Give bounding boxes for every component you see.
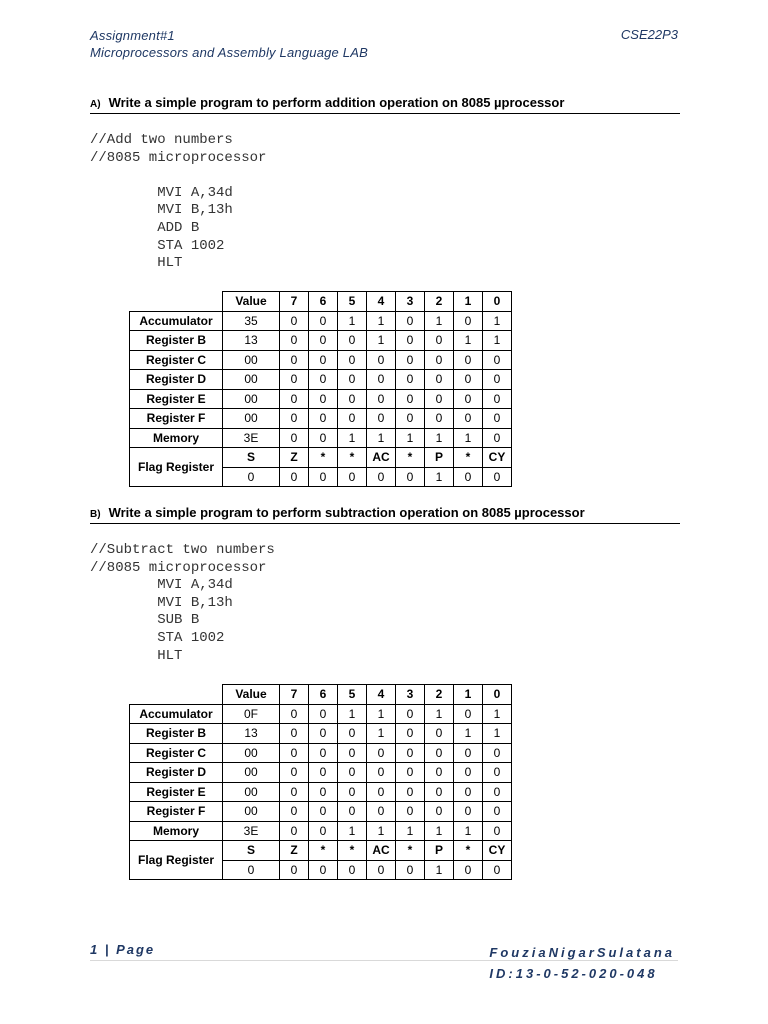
table-row <box>130 389 512 409</box>
course-name: Microprocessors and Assembly Language LAB <box>90 45 368 60</box>
table-row <box>130 350 512 370</box>
bit-cell: 1 <box>483 311 512 331</box>
register-value: 3E <box>223 428 280 448</box>
bit-cell: 0 <box>454 704 483 724</box>
flag-label: CY <box>483 841 512 861</box>
section-b-register-table <box>129 684 512 880</box>
flag-value: 1 <box>425 467 454 487</box>
register-name: Register B <box>130 331 223 351</box>
register-name: Register F <box>130 409 223 429</box>
bit-cell: 1 <box>454 724 483 744</box>
register-value: 13 <box>223 331 280 351</box>
bit-cell: 0 <box>483 743 512 763</box>
bit-cell: 0 <box>280 782 309 802</box>
register-name: Register D <box>130 763 223 783</box>
bit-cell: 0 <box>309 802 338 822</box>
flag-label-row <box>130 841 512 861</box>
bit-cell: 0 <box>309 389 338 409</box>
bit-cell: 0 <box>367 763 396 783</box>
flag-value: 1 <box>425 860 454 880</box>
flag-label: * <box>338 448 367 468</box>
bit-cell: 0 <box>280 311 309 331</box>
bit-cell: 0 <box>338 389 367 409</box>
column-header: 0 <box>483 292 512 312</box>
bit-cell: 0 <box>367 389 396 409</box>
course-code: CSE22P3 <box>620 27 678 42</box>
bit-cell: 0 <box>454 802 483 822</box>
column-header: 4 <box>367 685 396 705</box>
bit-cell: 1 <box>483 724 512 744</box>
bit-cell: 0 <box>454 782 483 802</box>
section-b-letter: B) <box>90 509 101 520</box>
bit-cell: 1 <box>367 724 396 744</box>
column-header: 1 <box>454 685 483 705</box>
column-header: 1 <box>454 292 483 312</box>
flag-register-name: Flag Register <box>130 841 223 880</box>
header-corner <box>130 292 223 312</box>
flag-value: 0 <box>454 860 483 880</box>
bit-cell: 0 <box>483 370 512 390</box>
assignment-title: Assignment#1 <box>90 28 175 43</box>
register-value: 00 <box>223 409 280 429</box>
section-a-title: Write a simple program to perform addition operation on 8085 µprocessor <box>108 95 565 110</box>
bit-cell: 1 <box>425 311 454 331</box>
bit-cell: 0 <box>396 763 425 783</box>
column-header: Value <box>223 292 280 312</box>
column-header: 2 <box>425 292 454 312</box>
bit-cell: 0 <box>338 743 367 763</box>
bit-cell: 0 <box>338 724 367 744</box>
bit-cell: 1 <box>338 311 367 331</box>
header-corner <box>130 685 223 705</box>
flag-label: * <box>309 841 338 861</box>
flag-value: 0 <box>367 860 396 880</box>
bit-cell: 0 <box>396 370 425 390</box>
bit-cell: 0 <box>425 331 454 351</box>
bit-cell: 1 <box>367 821 396 841</box>
bit-cell: 0 <box>280 704 309 724</box>
table-row <box>130 802 512 822</box>
bit-cell: 0 <box>280 802 309 822</box>
bit-cell: 0 <box>338 782 367 802</box>
flag-label: S <box>223 841 280 861</box>
footer-author-block <box>489 942 675 984</box>
register-name: Register B <box>130 724 223 744</box>
bit-cell: 0 <box>483 428 512 448</box>
table-row <box>130 704 512 724</box>
bit-cell: 0 <box>396 743 425 763</box>
bit-cell: 0 <box>425 782 454 802</box>
bit-cell: 0 <box>309 782 338 802</box>
bit-cell: 1 <box>454 428 483 448</box>
bit-cell: 0 <box>396 782 425 802</box>
bit-cell: 1 <box>396 821 425 841</box>
bit-cell: 0 <box>454 409 483 429</box>
bit-cell: 0 <box>309 409 338 429</box>
register-name: Register C <box>130 743 223 763</box>
flag-value: 0 <box>309 467 338 487</box>
register-name: Memory <box>130 821 223 841</box>
flag-label: P <box>425 448 454 468</box>
bit-cell: 0 <box>309 743 338 763</box>
register-value: 3E <box>223 821 280 841</box>
section-b-title: Write a simple program to perform subtraction operation on 8085 µprocessor <box>108 505 585 520</box>
bit-cell: 0 <box>454 350 483 370</box>
table-row <box>130 763 512 783</box>
bit-cell: 0 <box>338 350 367 370</box>
bit-cell: 0 <box>425 763 454 783</box>
bit-cell: 1 <box>338 704 367 724</box>
register-value: 00 <box>223 370 280 390</box>
bit-cell: 0 <box>483 821 512 841</box>
bit-cell: 0 <box>483 389 512 409</box>
bit-cell: 0 <box>280 763 309 783</box>
flag-value: 0 <box>338 467 367 487</box>
column-header: 2 <box>425 685 454 705</box>
bit-cell: 0 <box>280 370 309 390</box>
register-value: 00 <box>223 782 280 802</box>
flag-label: * <box>454 841 483 861</box>
page-header <box>90 27 368 61</box>
bit-cell: 0 <box>367 782 396 802</box>
flag-label: Z <box>280 841 309 861</box>
flag-value: 0 <box>483 467 512 487</box>
flag-label: AC <box>367 448 396 468</box>
bit-cell: 0 <box>309 331 338 351</box>
bit-cell: 0 <box>396 389 425 409</box>
register-value: 00 <box>223 350 280 370</box>
bit-cell: 1 <box>338 821 367 841</box>
table-header-row <box>130 292 512 312</box>
column-header: Value <box>223 685 280 705</box>
register-name: Register E <box>130 389 223 409</box>
section-b-heading <box>90 505 680 524</box>
bit-cell: 0 <box>280 743 309 763</box>
bit-cell: 1 <box>367 428 396 448</box>
bit-cell: 0 <box>483 350 512 370</box>
bit-cell: 0 <box>367 743 396 763</box>
register-name: Register C <box>130 350 223 370</box>
bit-cell: 1 <box>425 428 454 448</box>
flag-value: 0 <box>483 860 512 880</box>
register-value: 00 <box>223 763 280 783</box>
flag-label: CY <box>483 448 512 468</box>
flag-label: Z <box>280 448 309 468</box>
flag-value: 0 <box>223 860 280 880</box>
bit-cell: 0 <box>338 409 367 429</box>
bit-cell: 1 <box>454 331 483 351</box>
column-header: 5 <box>338 685 367 705</box>
bit-cell: 0 <box>367 370 396 390</box>
column-header: 7 <box>280 292 309 312</box>
flag-label: * <box>396 448 425 468</box>
bit-cell: 0 <box>454 311 483 331</box>
section-a-code: //Add two numbers //8085 microprocessor MVI A,34d MVI B,13h ADD B STA 1002 HLT <box>90 132 267 272</box>
bit-cell: 0 <box>280 389 309 409</box>
table-row <box>130 370 512 390</box>
bit-cell: 0 <box>454 743 483 763</box>
register-value: 13 <box>223 724 280 744</box>
bit-cell: 1 <box>483 704 512 724</box>
bit-cell: 1 <box>338 428 367 448</box>
column-header: 3 <box>396 685 425 705</box>
bit-cell: 0 <box>396 409 425 429</box>
bit-cell: 0 <box>396 331 425 351</box>
bit-cell: 1 <box>454 821 483 841</box>
register-name: Register F <box>130 802 223 822</box>
column-header: 3 <box>396 292 425 312</box>
bit-cell: 0 <box>396 350 425 370</box>
bit-cell: 0 <box>367 802 396 822</box>
bit-cell: 0 <box>338 802 367 822</box>
table-row <box>130 428 512 448</box>
register-value: 00 <box>223 802 280 822</box>
flag-label: S <box>223 448 280 468</box>
bit-cell: 0 <box>309 724 338 744</box>
bit-cell: 0 <box>309 704 338 724</box>
column-header: 7 <box>280 685 309 705</box>
register-name: Register E <box>130 782 223 802</box>
column-header: 6 <box>309 685 338 705</box>
section-b-code: //Subtract two numbers //8085 microprocessor MVI A,34d MVI B,13h SUB B STA 1002 HLT <box>90 542 275 664</box>
bit-cell: 0 <box>425 370 454 390</box>
flag-value: 0 <box>280 467 309 487</box>
bit-cell: 1 <box>396 428 425 448</box>
bit-cell: 0 <box>425 350 454 370</box>
bit-cell: 0 <box>309 428 338 448</box>
bit-cell: 0 <box>338 331 367 351</box>
bit-cell: 0 <box>280 350 309 370</box>
table-row <box>130 331 512 351</box>
section-a-letter: A) <box>90 99 101 110</box>
table-row <box>130 821 512 841</box>
flag-label: * <box>454 448 483 468</box>
bit-cell: 0 <box>280 331 309 351</box>
flag-label: AC <box>367 841 396 861</box>
flag-register-name: Flag Register <box>130 448 223 487</box>
flag-value: 0 <box>396 467 425 487</box>
page-number: 1 | Page <box>90 942 156 957</box>
bit-cell: 0 <box>425 802 454 822</box>
table-row <box>130 409 512 429</box>
bit-cell: 0 <box>280 428 309 448</box>
bit-cell: 0 <box>454 763 483 783</box>
bit-cell: 0 <box>396 724 425 744</box>
flag-value: 0 <box>396 860 425 880</box>
flag-label: * <box>396 841 425 861</box>
bit-cell: 1 <box>367 311 396 331</box>
bit-cell: 1 <box>367 704 396 724</box>
bit-cell: 0 <box>483 409 512 429</box>
column-header: 6 <box>309 292 338 312</box>
bit-cell: 1 <box>367 331 396 351</box>
bit-cell: 0 <box>338 763 367 783</box>
bit-cell: 0 <box>280 821 309 841</box>
flag-value: 0 <box>367 467 396 487</box>
flag-value: 0 <box>309 860 338 880</box>
register-value: 00 <box>223 389 280 409</box>
flag-label: * <box>338 841 367 861</box>
bit-cell: 0 <box>280 724 309 744</box>
section-a-heading <box>90 95 680 114</box>
flag-label-row <box>130 448 512 468</box>
table-row <box>130 311 512 331</box>
bit-cell: 1 <box>425 704 454 724</box>
register-name: Memory <box>130 428 223 448</box>
bit-cell: 0 <box>338 370 367 390</box>
table-row <box>130 782 512 802</box>
student-id: ID:13-0-52-020-048 <box>489 966 658 981</box>
bit-cell: 0 <box>309 821 338 841</box>
bit-cell: 0 <box>425 389 454 409</box>
bit-cell: 0 <box>425 724 454 744</box>
flag-value: 0 <box>338 860 367 880</box>
column-header: 0 <box>483 685 512 705</box>
bit-cell: 0 <box>309 763 338 783</box>
bit-cell: 0 <box>309 370 338 390</box>
bit-cell: 0 <box>483 763 512 783</box>
flag-value: 0 <box>454 467 483 487</box>
bit-cell: 0 <box>483 802 512 822</box>
section-a-register-table <box>129 291 512 487</box>
bit-cell: 0 <box>454 389 483 409</box>
bit-cell: 0 <box>396 704 425 724</box>
column-header: 5 <box>338 292 367 312</box>
bit-cell: 0 <box>425 409 454 429</box>
flag-value: 0 <box>223 467 280 487</box>
bit-cell: 0 <box>425 743 454 763</box>
table-row <box>130 724 512 744</box>
bit-cell: 1 <box>483 331 512 351</box>
register-name: Accumulator <box>130 704 223 724</box>
bit-cell: 0 <box>280 409 309 429</box>
flag-label: P <box>425 841 454 861</box>
bit-cell: 1 <box>425 821 454 841</box>
table-row <box>130 743 512 763</box>
register-value: 35 <box>223 311 280 331</box>
table-header-row <box>130 685 512 705</box>
bit-cell: 0 <box>454 370 483 390</box>
flag-label: * <box>309 448 338 468</box>
column-header: 4 <box>367 292 396 312</box>
bit-cell: 0 <box>309 311 338 331</box>
bit-cell: 0 <box>309 350 338 370</box>
bit-cell: 0 <box>396 311 425 331</box>
author-name: FouziaNigarSulatana <box>489 945 675 960</box>
bit-cell: 0 <box>396 802 425 822</box>
bit-cell: 0 <box>483 782 512 802</box>
bit-cell: 0 <box>367 409 396 429</box>
register-value: 0F <box>223 704 280 724</box>
register-name: Register D <box>130 370 223 390</box>
register-name: Accumulator <box>130 311 223 331</box>
register-value: 00 <box>223 743 280 763</box>
flag-value: 0 <box>280 860 309 880</box>
bit-cell: 0 <box>367 350 396 370</box>
